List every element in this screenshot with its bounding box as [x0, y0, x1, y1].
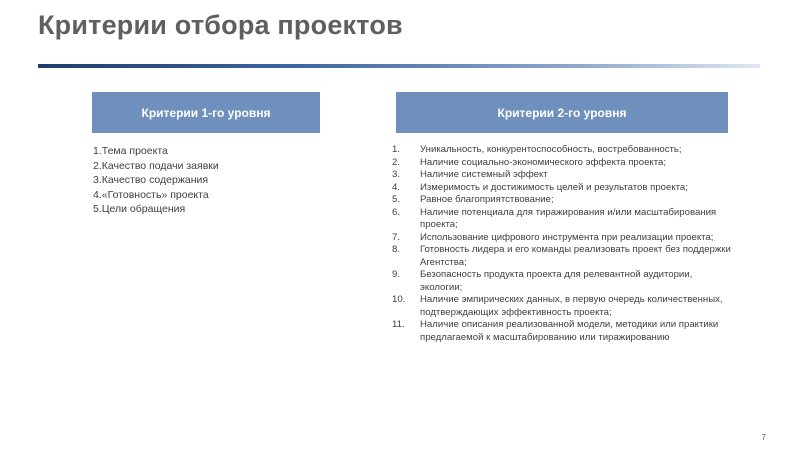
item-text: Наличие описания реализованной модели, методики или практики предлагаемой к масштабированию или тиражированию: [420, 319, 719, 343]
level-2-criteria-list: [392, 144, 732, 344]
item-number: 1.: [392, 144, 401, 155]
list-item: [392, 144, 732, 157]
item-text: Готовность лидера и его команды реализовать проект без поддержки Агентства;: [420, 244, 731, 268]
level-1-header: [92, 92, 320, 133]
item-number: 6.: [392, 206, 401, 218]
item-number: 9.: [392, 269, 401, 280]
item-text: Безопасность продукта проекта для релевантной аудитории, экологии;: [420, 269, 693, 293]
slide-title: Критерии отбора проектов: [38, 10, 403, 40]
list-item: [392, 194, 732, 207]
list-item: [392, 157, 732, 170]
item-number: 11.: [392, 319, 405, 330]
page-number: 7: [761, 433, 766, 442]
list-item: [392, 169, 732, 182]
level-1-header-label: Критерии 1-го уровня: [141, 105, 271, 120]
list-item: 4.«Готовность» проекта: [93, 188, 209, 201]
list-item: 2.Качество подачи заявки: [93, 159, 219, 172]
item-number: 4.: [392, 181, 401, 193]
item-text: Наличие эмпирических данных, в первую очередь количественных, подтверждающих эффективность проекта;: [420, 294, 723, 318]
item-text: Уникальность, конкурентоспособность, востребованность;: [420, 144, 682, 155]
list-item: 1.Тема проекта: [93, 145, 168, 157]
item-number: 8.: [392, 244, 401, 255]
item-text: Наличие социально-экономического эффекта проекта;: [420, 156, 667, 168]
item-number: 2.: [392, 156, 401, 168]
list-item: [392, 294, 732, 319]
title-divider: [38, 64, 760, 68]
list-item: [392, 207, 732, 232]
item-text: Наличие потенциала для тиражирования и/или масштабирования проекта;: [420, 206, 717, 230]
list-item: [392, 269, 732, 294]
item-number: 7.: [392, 231, 401, 243]
item-text: Наличие системный эффект: [420, 169, 548, 180]
list-item: 5.Цели обращения: [93, 203, 186, 215]
item-number: 5.: [392, 194, 401, 205]
item-text: Использование цифрового инструмента при реализации проекта;: [420, 231, 714, 243]
list-item: [392, 182, 732, 195]
item-text: Измеримость и достижимость целей и результатов проекта;: [420, 181, 688, 193]
item-text: Равное благоприятствование;: [420, 194, 554, 205]
item-number: 3.: [392, 169, 401, 180]
list-item: 3.Качество содержания: [93, 174, 209, 186]
level-1-criteria-list: [93, 144, 219, 217]
list-item: [392, 319, 732, 344]
list-item: [392, 232, 732, 245]
level-2-header-label: Критерии 2-го уровня: [497, 105, 627, 120]
item-number: 10.: [392, 294, 406, 305]
list-item: [392, 244, 732, 269]
level-2-header: [396, 92, 728, 133]
